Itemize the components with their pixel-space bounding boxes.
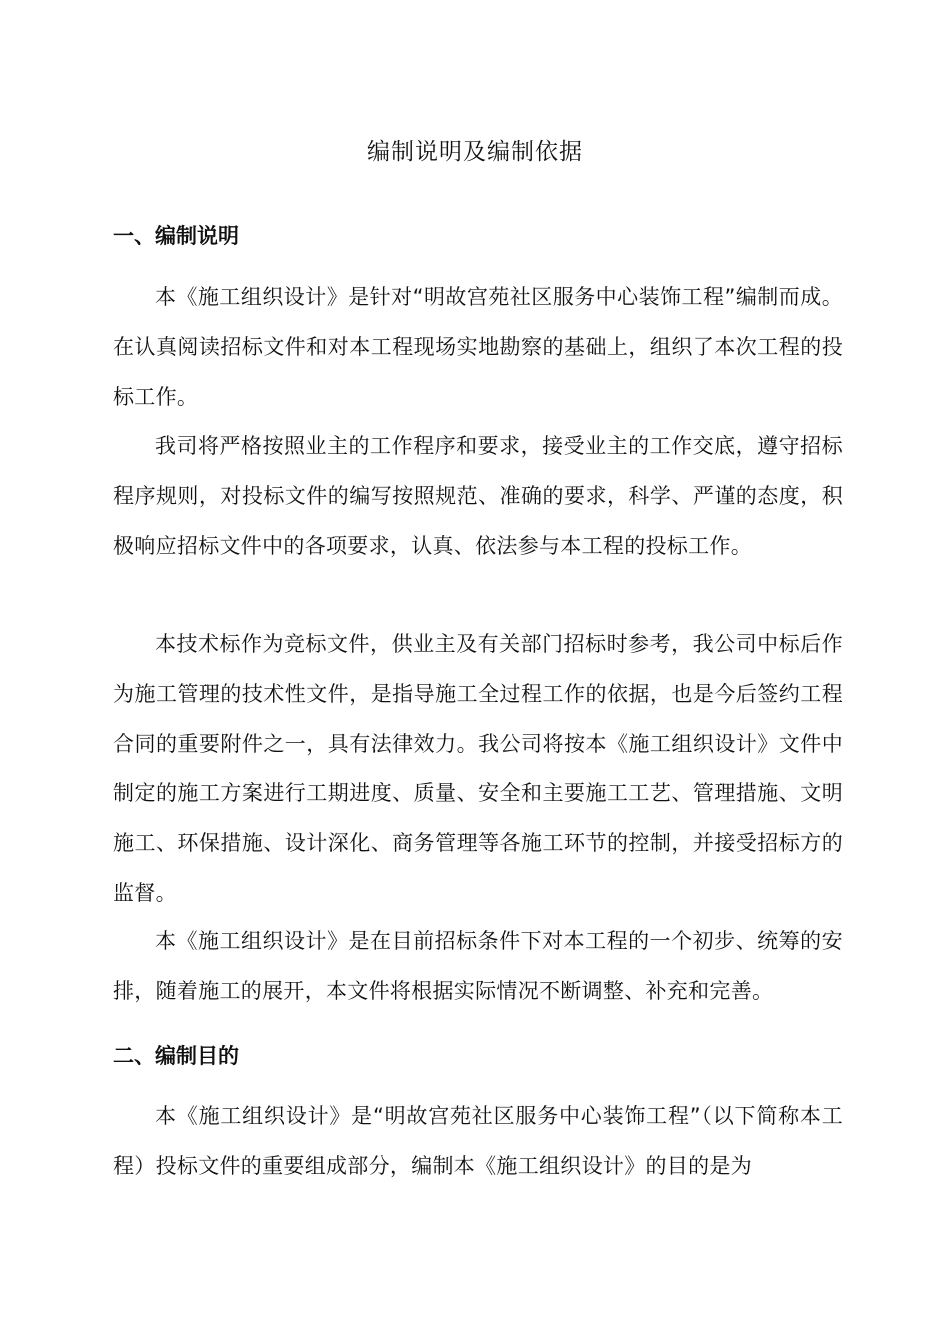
- section-heading-compilation-purpose: 二、编制目的: [113, 1044, 239, 1068]
- document-title: 编制说明及编制依据: [367, 139, 583, 165]
- paragraph: 本《施工组织设计》是“明故宫苑社区服务中心装饰工程”（以下简称本工程）投标文件的重要组成部分，编制本《施工组织设计》的目的是为: [113, 1104, 843, 1178]
- paragraph: 本《施工组织设计》是针对“明故宫苑社区服务中心装饰工程”编制而成。在认真阅读招标文件和对本工程现场实地勘察的基础上，组织了本次工程的投标工作。: [113, 285, 843, 409]
- section-heading-compilation-notes: 一、编制说明: [113, 224, 239, 248]
- paragraph: 本技术标作为竞标文件，供业主及有关部门招标时参考，我公司中标后作为施工管理的技术性文件，是指导施工全过程工作的依据，也是今后签约工程合同的重要附件之一，具有法律效力。我公司将按本《施工组织设计》文件中制定的施工方案进行工期进度、质量、安全和主要施工工艺、管理措施、文明施工、环保措施、设计深化、商务管理等各施工环节的控制，并接受招标方的监督。: [113, 632, 843, 905]
- paragraph: 我司将严格按照业主的工作程序和要求，接受业主的工作交底，遵守招标程序规则，对投标文件的编写按照规范、准确的要求，科学、严谨的态度，积极响应招标文件中的各项要求，认真、依法参与本工程的投标工作。: [113, 434, 843, 558]
- paragraph: 本《施工组织设计》是在目前招标条件下对本工程的一个初步、统筹的安排，随着施工的展开，本文件将根据实际情况不断调整、补充和完善。: [113, 929, 843, 1003]
